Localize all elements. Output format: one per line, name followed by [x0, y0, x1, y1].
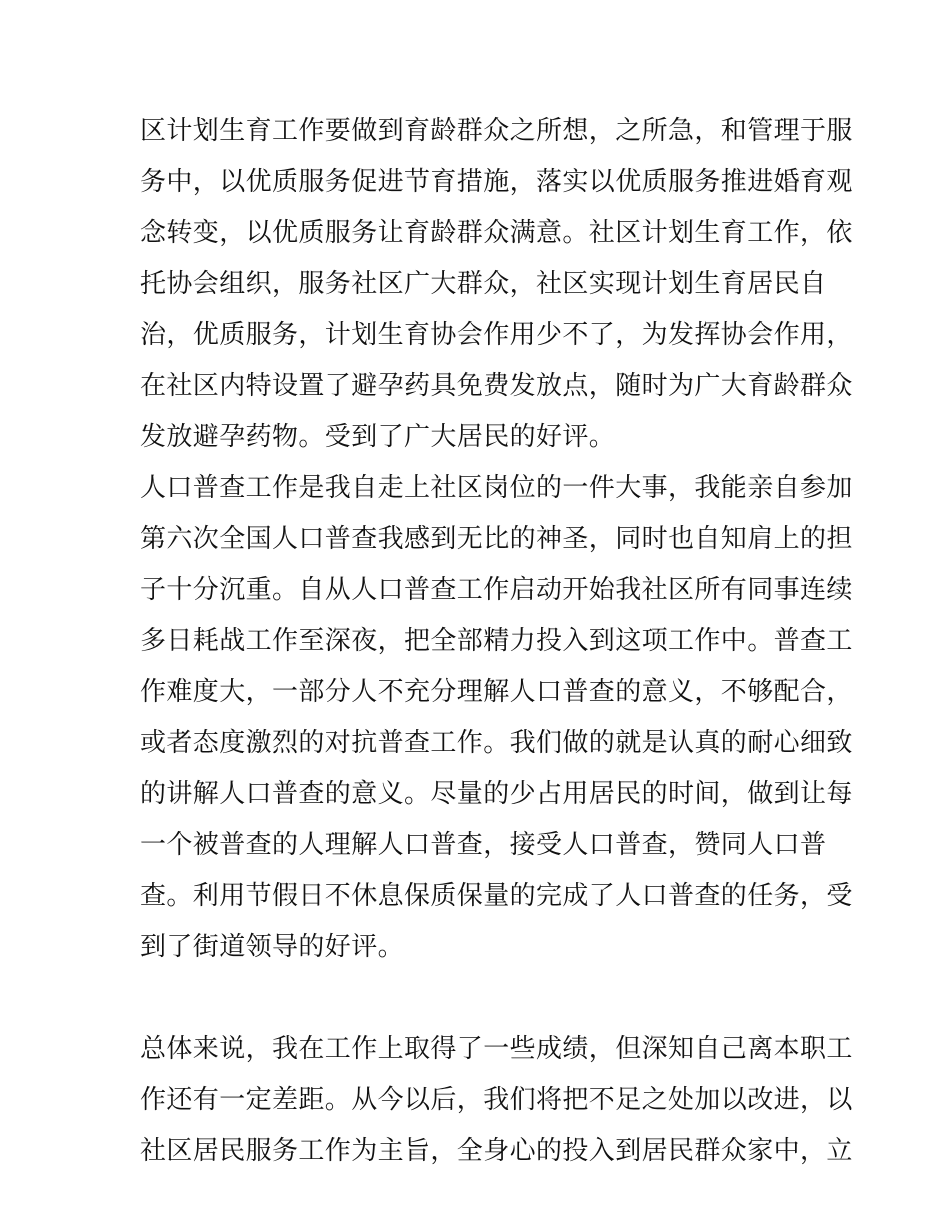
text-line: 第六次全国人口普查我感到无比的神圣，同时也自知肩上的担 — [140, 524, 853, 554]
text-line: 或者态度激烈的对抗普查工作。我们做的就是认真的耐心细致 — [140, 728, 853, 758]
text-line: 作还有一定差距。从今以后，我们将把不足之处加以改进，以 — [140, 1085, 853, 1115]
text-line: 查。利用节假日不休息保质保量的完成了人口普查的任务，受 — [140, 881, 853, 911]
text-line: 发放避孕药物。受到了广大居民的好评。 — [140, 422, 616, 452]
text-line: 区计划生育工作要做到育龄群众之所想，之所急，和管理于服 — [140, 116, 853, 146]
document-body — [140, 106, 853, 1177]
text-line — [140, 973, 820, 1024]
text-line: 多日耗战工作至深夜，把全部精力投入到这项工作中。普查工 — [140, 626, 853, 656]
text-line: 托协会组织，服务社区广大群众，社区实现计划生育居民自 — [140, 269, 827, 299]
text-line: 的讲解人口普查的意义。尽量的少占用居民的时间，做到让每 — [140, 779, 853, 809]
text-line: 一个被普查的人理解人口普查，接受人口普查，赞同人口普 — [140, 830, 827, 860]
text-line: 在社区内特设置了避孕药具免费发放点，随时为广大育龄群众 — [140, 371, 853, 401]
paragraph-family-planning — [140, 106, 853, 463]
text-line: 社区居民服务工作为主旨，全身心的投入到居民群众家中，立 — [140, 1136, 853, 1166]
paragraph-census — [140, 463, 853, 1024]
text-line: 子十分沉重。自从人口普查工作启动开始我社区所有同事连续 — [140, 575, 853, 605]
text-line: 治，优质服务，计划生育协会作用少不了，为发挥协会作用， — [140, 320, 853, 350]
text-line: 务中，以优质服务促进节育措施，落实以优质服务推进婚育观 — [140, 167, 853, 197]
text-line: 人口普查工作是我自走上社区岗位的一件大事，我能亲自参加 — [140, 473, 853, 503]
text-line: 念转变，以优质服务让育龄群众满意。社区计划生育工作，依 — [140, 218, 853, 248]
text-line: 到了街道领导的好评。 — [140, 932, 405, 962]
text-line: 总体来说，我在工作上取得了一些成绩，但深知自己离本职工 — [140, 1034, 853, 1064]
text-line: 作难度大，一部分人不充分理解人口普查的意义，不够配合， — [140, 677, 853, 707]
paragraph-summary — [140, 1024, 853, 1177]
